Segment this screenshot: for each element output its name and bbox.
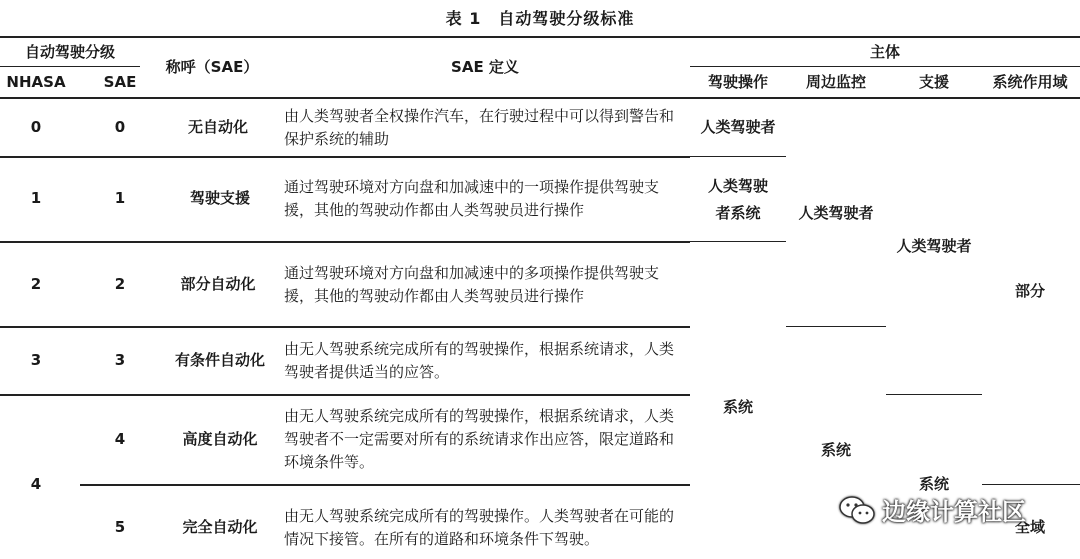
- scope-full: 全域: [1014, 518, 1046, 536]
- row1-sae: 1: [114, 189, 126, 207]
- header-driving-operation: 驾驶操作: [707, 73, 769, 91]
- header-name: 称呼（SAE）: [165, 58, 259, 76]
- row2-nhasa: 2: [30, 275, 42, 293]
- rule-row0: [0, 156, 690, 158]
- row3-name: 有条件自动化: [174, 351, 266, 369]
- header-subject: 主体: [869, 43, 901, 61]
- header-nhasa: NHASA: [6, 73, 66, 91]
- row1-nhasa: 1: [30, 189, 42, 207]
- rule-header-mid-right: [690, 66, 1080, 67]
- op-system: 系统: [722, 398, 754, 416]
- row1-definition: 通过驾驶环境对方向盘和加减速中的一项操作提供驾驶支援，其他的驾驶动作都由人类驾驶员进行操作: [284, 178, 660, 219]
- header-definition: SAE 定义: [451, 58, 519, 76]
- op-human-driver: 人类驾驶者: [700, 118, 776, 136]
- row2-definition: 通过驾驶环境对方向盘和加减速中的多项操作提供驾驶支援，其他的驾驶动作都由人类驾驶员进行操作: [284, 264, 660, 305]
- row0-definition: 由人类驾驶者全权操作汽车，在行驶过程中可以得到警告和保护系统的辅助: [284, 107, 675, 148]
- header-surround-monitor: 周边监控: [805, 73, 867, 91]
- scope-partial: 部分: [1014, 282, 1046, 300]
- rule-header-mid-left: [0, 66, 140, 67]
- row5-name: 完全自动化: [182, 518, 258, 536]
- monitor-system: 系统: [820, 441, 852, 459]
- rule-row0-op: [690, 156, 786, 157]
- rule-row4: [80, 484, 690, 486]
- row3-nhasa: 3: [30, 351, 42, 369]
- rule-row3: [0, 394, 690, 396]
- row2-sae: 2: [114, 275, 126, 293]
- watermark: [838, 492, 1026, 527]
- header-support: 支援: [918, 73, 950, 91]
- row3-sae: 3: [114, 351, 126, 369]
- support-human-driver: 人类驾驶者: [896, 237, 972, 255]
- row4-name: 高度自动化: [182, 430, 258, 448]
- wechat-icon: [838, 495, 876, 525]
- row0-sae: 0: [114, 118, 126, 136]
- rule-row4-scope: [982, 484, 1080, 485]
- rule-row3-support: [886, 394, 982, 395]
- rule-row2: [0, 326, 690, 328]
- row4-sae: 4: [114, 430, 126, 448]
- row3-definition: 由无人驾驶系统完成所有的驾驶操作，根据系统请求，人类驾驶者提供适当的应答。: [284, 340, 675, 381]
- watermark-text: 边缘计算社区: [882, 498, 1026, 526]
- header-system-scope: 系统作用域: [992, 73, 1068, 91]
- row0-nhasa: 0: [30, 118, 42, 136]
- monitor-human-driver: 人类驾驶者: [798, 204, 874, 222]
- row2-name: 部分自动化: [180, 275, 256, 293]
- header-level-group: 自动驾驶分级: [24, 43, 116, 61]
- rule-row1: [0, 241, 690, 243]
- table-caption: 表 1 自动驾驶分级标准: [445, 9, 635, 28]
- row5-sae: 5: [114, 518, 126, 536]
- row5-definition: 由无人驾驶系统完成所有的驾驶操作。人类驾驶者在可能的情况下接管。在所有的道路和环境条件下驾驶。: [284, 507, 675, 548]
- rule-row2-monitor: [786, 326, 886, 327]
- header-sae: SAE: [103, 73, 137, 91]
- rule-header-bottom: [0, 97, 1080, 99]
- support-system: 系统: [918, 475, 950, 493]
- row4-definition: 由无人驾驶系统完成所有的驾驶操作，根据系统请求，人类驾驶者不一定需要对所有的系统请求作出应答，限定道路和环境条件等。: [284, 407, 675, 471]
- row4-nhasa: 4: [30, 475, 42, 493]
- rule-top: [0, 36, 1080, 38]
- row0-name: 无自动化: [187, 118, 249, 136]
- op-human-system-line2: 者系统: [715, 204, 761, 222]
- rule-row1-op: [690, 241, 786, 242]
- row1-name: 驾驶支援: [189, 189, 251, 207]
- op-human-system-line1: 人类驾驶: [707, 177, 769, 195]
